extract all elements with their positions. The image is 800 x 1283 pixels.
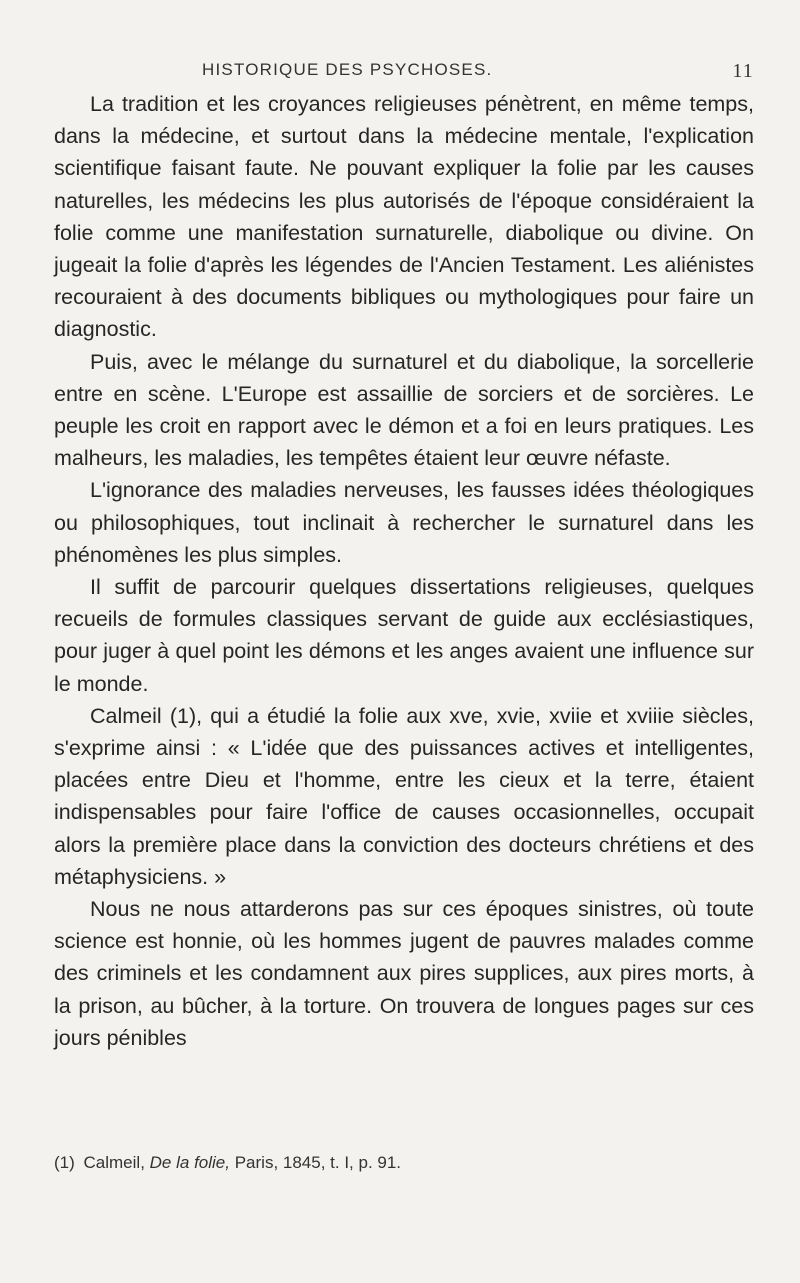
paragraph: Puis, avec le mélange du surnaturel et du diabolique, la sorcellerie entre en scène. L'Europe est assaillie de sorciers et de sorcières. Le peuple les croit en rapport avec le démon et a foi en leurs pratiques. Les malheurs, les maladies, les tempêtes étaient leur œuvre néfaste. xyxy=(54,349,754,471)
footnote-work: De la folie, xyxy=(149,1153,230,1172)
paragraph: Nous ne nous attarderons pas sur ces époques sinistres, où toute science est honnie, où les hommes jugent de pauvres malades comme des criminels et les condamnent aux pires supplices, aux pires morts, à la prison, au bûcher, à la torture. On trouvera de longues pages sur ces jours pénibles xyxy=(54,897,754,1050)
footnote-details: Paris, 1845, t. I, p. 91. xyxy=(234,1153,402,1172)
paragraph: Calmeil (1), qui a étudié la folie aux xve, xvie, xviie et xviiie siècles, s'exprime ainsi : « L'idée que des puissances actives et intelligentes, placées entre Dieu et l'homme, entre les cieux et la terre, étaient indispensables pour faire l'office de causes occasionnelles, occupait alors la première place dans la conviction des docteurs chrétiens et des métaphysiciens. » xyxy=(54,703,754,889)
footnote xyxy=(54,1153,401,1173)
running-title: HISTORIQUE DES PSYCHOSES. xyxy=(202,60,493,79)
book-page xyxy=(54,50,754,1172)
paragraph: L'ignorance des maladies nerveuses, les fausses idées théologiques ou philosophiques, tout inclinait à rechercher le surnaturel dans les phénomènes les plus simples. xyxy=(54,478,754,567)
running-head xyxy=(54,50,754,82)
footnote-number: (1) xyxy=(54,1153,75,1172)
paragraph: Il suffit de parcourir quelques dissertations religieuses, quelques recueils de formules classiques servant de guide aux ecclésiastiques, pour juger à quel point les démons et les anges avaient une influence sur le monde. xyxy=(54,575,754,696)
footnote-author: Calmeil, xyxy=(83,1153,145,1172)
paragraph: La tradition et les croyances religieuses pénètrent, en même temps, dans la médecine, et surtout dans la médecine mentale, l'explication scientifique faisant faute. Ne pouvant expliquer la folie par les causes naturelles, les médecins les plus autorisés de l'époque considéraient la folie comme une manifestation surnaturelle, diabolique ou divine. On jugeait la folie d'après les légendes de l'Ancien Testament. Les aliénistes recouraient à des documents bibliques ou mythologiques pour faire un diagnostic. xyxy=(54,92,754,342)
page-number: 11 xyxy=(732,60,754,82)
body-text xyxy=(54,88,754,1054)
